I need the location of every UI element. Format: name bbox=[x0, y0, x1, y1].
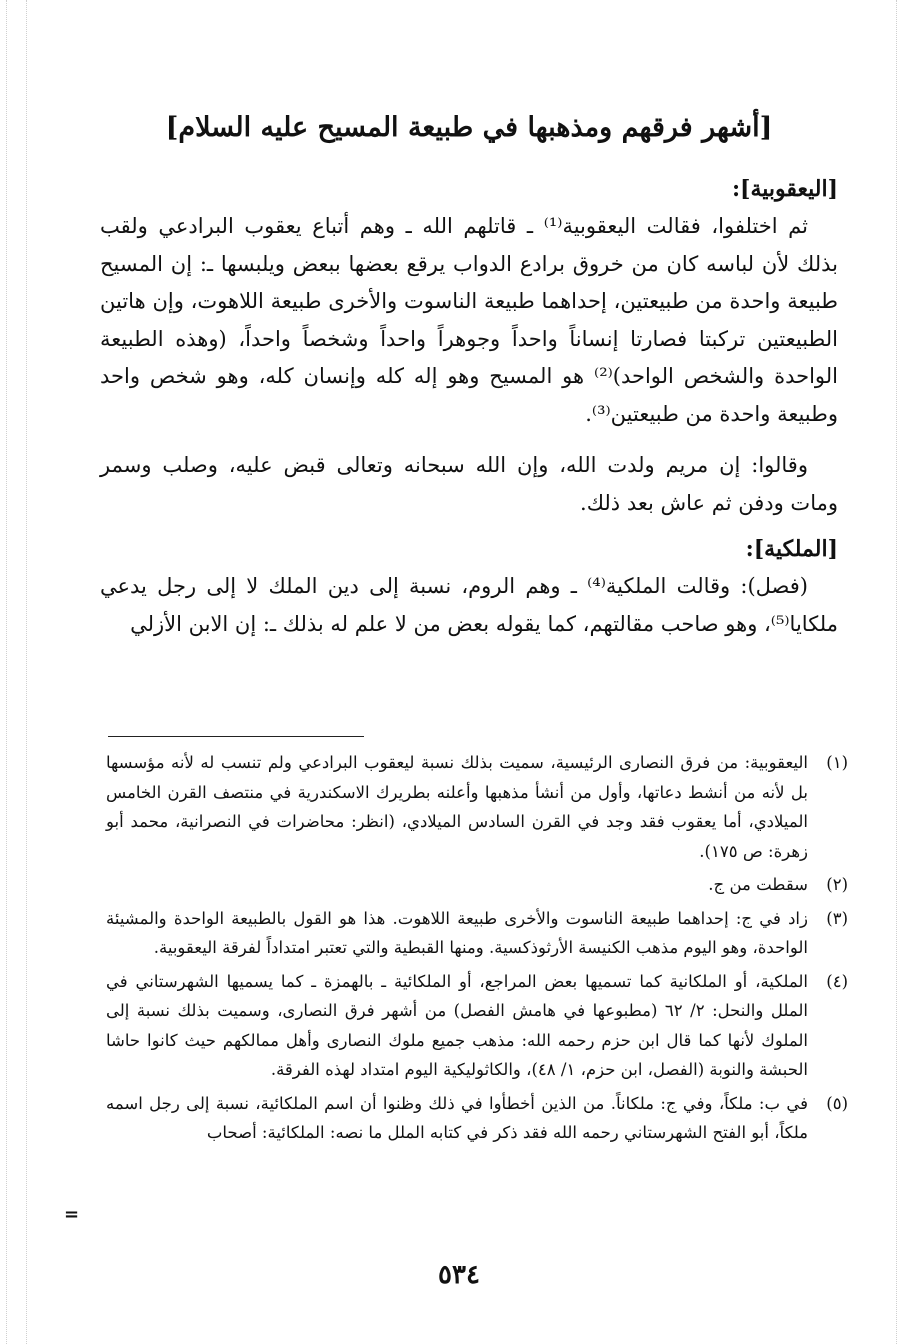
paragraph: (فصل): وقالت الملكية⁽⁴⁾ ـ وهم الروم، نسبة إلى دين الملك لا إلى رجل يدعي ملكايا⁽⁵⁾، وهو صاحب مقالتهم، كما يقوله بعض من لا علم له بذلك ـ: إن الابن الأزلي bbox=[100, 574, 838, 636]
footnote-text: في ب: ملكاً، وفي ج: ملكاناً. من الذين أخطأوا في ذلك وظنوا أن اسم الملكائية، نسبة إلى رجل اسمه ملكاً، أبو الفتح الشهرستاني رحمه الله فقد ذكر في كتابه الملل ما نصه: الملكائية: أصحاب bbox=[106, 1093, 808, 1142]
paragraph: وقالوا: إن مريم ولدت الله، وإن الله سبحانه وتعالى قبض عليه، وصلب وسمر ومات ودفن ثم عاش بعد ذلك. bbox=[100, 453, 838, 515]
margin-guide bbox=[896, 0, 897, 1344]
footnote-text: اليعقوبية: من فرق النصارى الرئيسية، سميت بذلك نسبة ليعقوب البرادعي ولم تنسب له لأنه مؤسسها بل لأنه من أنشط دعاتها، وأول من أنشأ مذهبها وأعلنه بطريرك الاسكندرية في منتصف القرن الخامس الميلادي، أما يعقوب فقد وجد في القرن السادس الميلادي، (انظر: محاضرات في النصرانية، محمد أبو زهرة: ص ١٧٥). bbox=[106, 753, 808, 861]
footnote bbox=[106, 870, 848, 900]
footnote-number: (٢) bbox=[826, 875, 848, 894]
footnote-text: زاد في ج: إحداهما طبيعة الناسوت والأخرى طبيعة اللاهوت. هذا هو القول بالطبيعة الواحدة والمشيئة الواحدة، وهو اليوم مذهب الكنيسة الأرثوذكسية. ومنها القبطية والتي تعتبر امتداداً لفرقة اليعقوبية. bbox=[106, 908, 808, 957]
paragraph: ثم اختلفوا، فقالت اليعقوبية⁽¹⁾ ـ قاتلهم الله ـ وهم أتباع يعقوب البرادعي ولقب بذلك لأن لباسه كان من خروق برادع الدواب يرقع بعضها ببعض ويلبسها ـ: إن المسيح طبيعة واحدة من طبيعتين، إحداهما طبيعة الناسوت والأخرى طبيعة اللاهوت، وإن هاتين الطبيعتين تركبتا فصارتا إنساناً واحداً وجوهراً واحداً وشخصاً واحداً، (وهذه الطبيعة الواحدة والشخص الواحد)⁽²⁾ هو المسيح وهو إله كله وإنسان كله، وهو شخص واحد وطبيعة واحدة من طبيعتين⁽³⁾. bbox=[100, 214, 839, 426]
main-text bbox=[100, 100, 838, 643]
margin-guide bbox=[26, 0, 27, 1344]
footnote-text: سقطت من ج. bbox=[708, 875, 808, 894]
footnote-divider bbox=[108, 736, 364, 737]
footnote-number: (١) bbox=[826, 753, 848, 772]
margin-guide bbox=[6, 0, 7, 1344]
footnote-number: (٥) bbox=[826, 1093, 848, 1113]
footnote-text: الملكية، أو الملكانية كما تسميها بعض المراجع، أو الملكائية ـ بالهمزة ـ كما يسميها الشهرستاني في الملل والنحل: ٢/ ٦٢ (مطبوعها في هامش الفصل) من أشهر فرق النصارى، وسميت بذلك نسبة إلى الملوك لأنها كما قال ابن حزم رحمه الله: مذهب جميع ملوك النصارى وأهل ممالكهم حيث كانوا حاشا الحبشة والنوبة (الفصل، ابن حزم، ١/ ٤٨)، والكاثوليكية اليوم امتداد لهذه الفرقة. bbox=[106, 971, 808, 1079]
page-number: ٥٣٤ bbox=[438, 1260, 480, 1290]
footnote bbox=[106, 967, 848, 1085]
footnote-number: (٣) bbox=[826, 908, 848, 928]
footnotes bbox=[106, 748, 848, 1152]
page-title: [أشهر فرقهم ومذهبها في طبيعة المسيح عليه السلام] bbox=[165, 112, 773, 143]
continuation-mark: = bbox=[64, 1204, 80, 1225]
footnote bbox=[106, 748, 848, 866]
section-heading-jacobites: [اليعقوبية]: bbox=[731, 176, 838, 202]
section-heading-melkites: [الملكية]: bbox=[745, 536, 838, 562]
footnote-number: (٤) bbox=[826, 971, 848, 991]
footnote bbox=[106, 1089, 848, 1148]
footnote bbox=[106, 904, 848, 963]
